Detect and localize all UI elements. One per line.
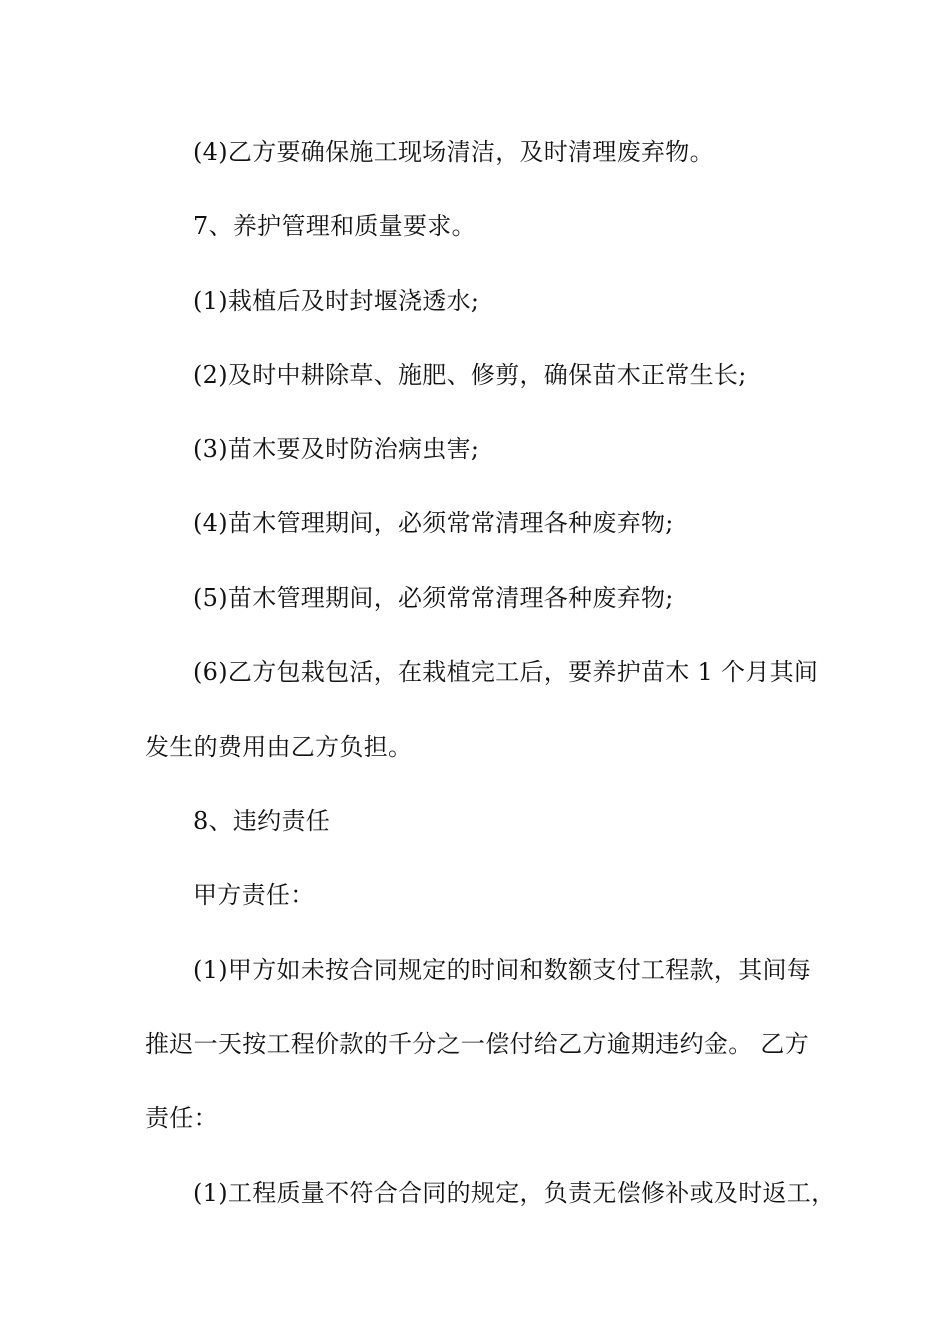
paragraph-line: 推迟一天按工程价款的千分之一偿付给乙方逾期违约金。 乙方 xyxy=(145,1030,810,1058)
section-heading: 7、养护管理和质量要求。 xyxy=(193,212,476,240)
subheading: 甲方责任： xyxy=(193,881,315,909)
paragraph-line: (6)乙方包栽包活，在栽植完工后，要养护苗木 1 个月其间 xyxy=(193,658,819,686)
paragraph-line: (1)栽植后及时封堰浇透水; xyxy=(193,287,480,315)
paragraph-line: (3)苗木要及时防治病虫害; xyxy=(193,435,480,463)
section-heading: 8、违约责任 xyxy=(193,807,331,835)
paragraph-line: 责任： xyxy=(145,1104,218,1132)
paragraph-line: (2)及时中耕除草、施肥、修剪，确保苗木正常生长; xyxy=(193,361,747,389)
paragraph-line: (4)苗木管理期间，必须常常清理各种废弃物; xyxy=(193,509,674,537)
paragraph-line: (4)乙方要确保施工现场清洁，及时清理废弃物。 xyxy=(193,138,714,166)
paragraph-line: (5)苗木管理期间，必须常常清理各种废弃物; xyxy=(193,584,674,612)
paragraph-line: 发生的费用由乙方负担。 xyxy=(145,733,413,761)
paragraph-line: (1)工程质量不符合合同的规定，负责无偿修补或及时返工， xyxy=(193,1179,836,1207)
paragraph-line: (1)甲方如未按合同规定的时间和数额支付工程款，其间每 xyxy=(193,956,812,984)
